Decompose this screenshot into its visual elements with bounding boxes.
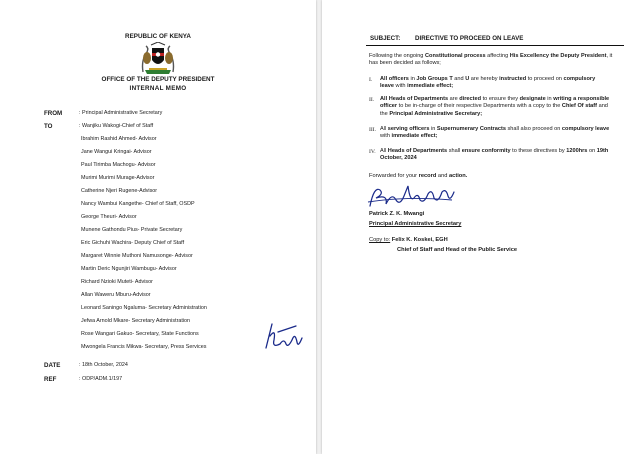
signer-title: Principal Administrative Secretary (369, 221, 462, 227)
signer-name: Patrick Z. K. Mwangi (369, 211, 425, 217)
recipient-row: Richard Nzioki Muteti- Advisor (81, 279, 153, 285)
ref-label: REF (44, 376, 57, 383)
recipient-row: Mwongela Francis Mikwa- Secretary, Press Services (81, 344, 207, 350)
signature (366, 182, 458, 212)
copy-to-line: Copy to: Felix K. Koskei, EGH (369, 237, 448, 243)
recipient-row: Nancy Wambui Kangethe- Chief of Staff, OSDP (81, 201, 195, 207)
recipient-row: Jefwa Arnold Mkare- Secretary Administration (81, 318, 191, 324)
intro-paragraph: Following the ongoing Constitutional process affecting His Excellency the Deputy President, it has been decided as follows; (369, 53, 613, 67)
item-numeral: IV. (369, 149, 376, 155)
recipient-row: Eric Gichuhi Wachira- Deputy Chief of Staff (81, 240, 185, 246)
directive-item-4: All Heads of Departments shall ensure conformity to these directives by 1200hrs on 19th October, 2024 (380, 148, 609, 162)
recipient-row: Paul Tirimba Machogu- Advisor (81, 162, 156, 168)
recipient-row: Leonard Saningo Ngaluma- Secretary Administration (81, 305, 207, 311)
ref-value: : ODP/ADM.1/197 (79, 376, 123, 382)
from-value: : Principal Administrative Secretary (79, 110, 163, 116)
directive-item-2: All Heads of Departments are directed to ensure they designate in writing a responsible officer to be in-charge of their respective Departments with a copy to the Chief Of staff and the Principal Administrative Secretary; (380, 96, 610, 117)
item-numeral: I. (369, 77, 373, 83)
recipient-row: Jane Wangui Kringai- Advisor (81, 149, 152, 155)
date-value: : 18th October, 2024 (79, 362, 128, 368)
recipient-row: Martin Deric Ngunjiri Wambugu- Advisor (81, 266, 177, 272)
recipient-row: Margaret Winnie Muthoni Namusonge- Advisor (81, 253, 193, 259)
recipient-row: George Theuri- Advisor (81, 214, 137, 220)
recipient-row: Murimi Murimi Murage-Advisor (81, 175, 155, 181)
directive-item-1: All officers in Job Groups T and U are hereby instructed to proceed on compulsory leave with immediate effect; (380, 76, 596, 90)
item-numeral: II. (369, 97, 375, 103)
subject-divider (366, 45, 624, 46)
office-heading: OFFICE OF THE DEPUTY PRESIDENT (101, 76, 215, 83)
kenya-coat-of-arms (137, 42, 179, 76)
recipient-row: Munene Gathondu Pius- Private Secretary (81, 227, 183, 233)
memo-page-1 (0, 0, 316, 454)
handwritten-initials (262, 318, 306, 352)
memo-heading: INTERNAL MEMO (129, 85, 187, 92)
recipient-row: Ibrahim Rashid Ahmed- Advisor (81, 136, 157, 142)
subject-label: SUBJECT: (370, 35, 401, 42)
directive-item-3: All serving officers in Supernumerary Contracts shall also proceed on compulsory leave with immediate effect; (380, 126, 610, 140)
recipient-row: Rose Wangari Gakuo- Secretary, State Functions (81, 331, 199, 337)
copy-to-title: Chief of Staff and Head of the Public Service (397, 247, 518, 253)
from-label: FROM (44, 110, 63, 117)
recipient-row: : Wanjiku Wakogi-Chief of Staff (79, 123, 154, 129)
recipient-row: Allan Waweru Mburu-Advisor (81, 292, 151, 298)
recipient-row: Catherine Njeri Rugene-Advisor (81, 188, 158, 194)
item-numeral: III. (369, 127, 377, 133)
republic-heading: REPUBLIC OF KENYA (125, 33, 191, 40)
memo-page-2 (322, 0, 640, 454)
forwarded-line: Forwarded for your record and action. (369, 173, 468, 179)
to-label: TO (44, 123, 53, 130)
date-label: DATE (44, 362, 61, 369)
subject-value: DIRECTIVE TO PROCEED ON LEAVE (415, 35, 524, 42)
